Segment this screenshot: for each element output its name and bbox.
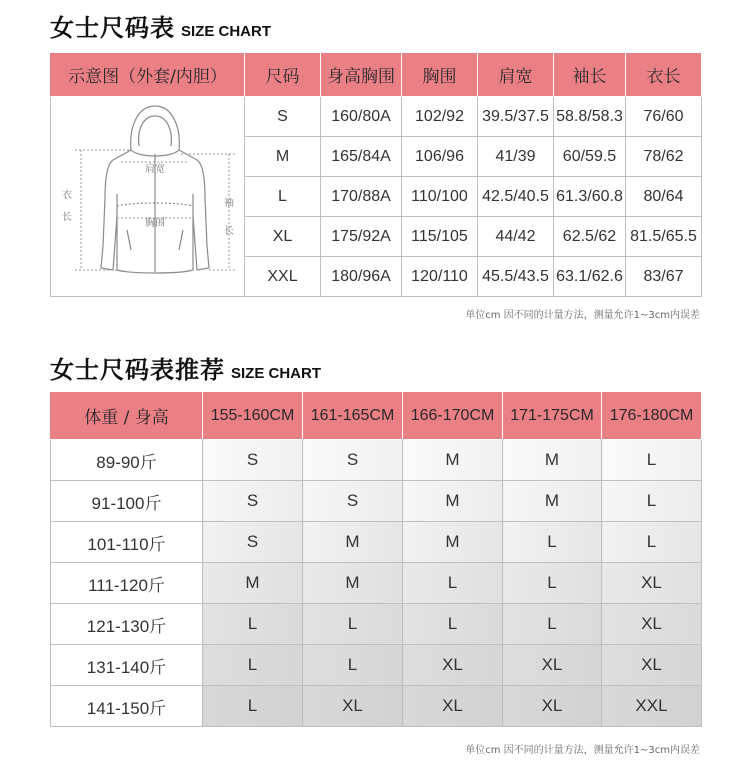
cell-recommended-size: XL	[602, 604, 702, 645]
header-shoulder: 肩宽	[478, 53, 554, 97]
cell-height-chest: 170/88A	[321, 177, 402, 217]
size-chart-table	[50, 52, 702, 297]
table-row	[51, 686, 702, 727]
cell-recommended-size: L	[602, 481, 702, 522]
cell-recommended-size: L	[303, 645, 403, 686]
jacket-diagram-cell	[51, 97, 245, 297]
cell-recommended-size: M	[503, 481, 602, 522]
cell-weight: 131-140斤	[51, 645, 203, 686]
cell-sleeve: 61.3/60.8	[554, 177, 626, 217]
cell-recommended-size: XL	[503, 645, 602, 686]
cell-shoulder: 42.5/40.5	[478, 177, 554, 217]
cell-sleeve: 63.1/62.6	[554, 257, 626, 297]
cell-recommended-size: XL	[503, 686, 602, 727]
cell-sleeve: 62.5/62	[554, 217, 626, 257]
recommend-chart-table	[50, 391, 702, 727]
cell-chest: 110/100	[402, 177, 478, 217]
recommend-header-row	[51, 392, 702, 440]
cell-recommended-size: L	[503, 563, 602, 604]
cell-chest: 102/92	[402, 97, 478, 137]
cell-size: XXL	[245, 257, 321, 297]
cell-recommended-size: M	[403, 481, 503, 522]
header-chest: 胸围	[402, 53, 478, 97]
jacket-diagram	[51, 98, 243, 296]
cell-recommended-size: M	[503, 440, 602, 481]
cell-recommended-size: XL	[602, 563, 702, 604]
cell-recommended-size: M	[403, 440, 503, 481]
diagram-label-chest: 胸围	[145, 217, 165, 229]
diagram-label-length-2: 长	[62, 211, 72, 223]
recommend-chart-title-en: SIZE CHART	[231, 365, 321, 382]
cell-recommended-size: M	[303, 563, 403, 604]
cell-shoulder: 45.5/43.5	[478, 257, 554, 297]
cell-weight: 121-130斤	[51, 604, 203, 645]
size-chart-title-cn: 女士尺码表	[50, 14, 175, 42]
table-row	[51, 604, 702, 645]
cell-length: 80/64	[626, 177, 702, 217]
cell-sleeve: 58.8/58.3	[554, 97, 626, 137]
cell-shoulder: 39.5/37.5	[478, 97, 554, 137]
cell-recommended-size: XL	[602, 645, 702, 686]
cell-recommended-size: L	[403, 604, 503, 645]
cell-recommended-size: S	[203, 481, 303, 522]
cell-recommended-size: L	[203, 604, 303, 645]
cell-recommended-size: L	[602, 440, 702, 481]
cell-recommended-size: S	[203, 522, 303, 563]
cell-size: S	[245, 97, 321, 137]
cell-recommended-size: XL	[303, 686, 403, 727]
table-row	[51, 563, 702, 604]
cell-size: L	[245, 177, 321, 217]
header-size: 尺码	[245, 53, 321, 97]
cell-recommended-size: L	[303, 604, 403, 645]
cell-weight: 141-150斤	[51, 686, 203, 727]
cell-recommended-size: XXL	[602, 686, 702, 727]
cell-recommended-size: L	[503, 522, 602, 563]
header-weight-height: 体重 / 身高	[51, 392, 203, 440]
diagram-label-length-1: 衣	[62, 189, 72, 201]
cell-recommended-size: L	[203, 645, 303, 686]
diagram-label-shoulder: 肩宽	[145, 163, 165, 175]
diagram-label-sleeve-2: 长	[224, 225, 234, 237]
cell-weight: 101-110斤	[51, 522, 203, 563]
header-height-range: 171-175CM	[503, 392, 602, 440]
recommend-chart-note: 单位cm 因不同的计量方法，测量允许1~3cm内误差	[465, 745, 700, 756]
cell-recommended-size: S	[203, 440, 303, 481]
header-height-chest: 身高胸围	[321, 53, 402, 97]
cell-length: 76/60	[626, 97, 702, 137]
size-chart-title	[50, 8, 271, 43]
cell-height-chest: 160/80A	[321, 97, 402, 137]
header-height-range: 155-160CM	[203, 392, 303, 440]
cell-recommended-size: M	[403, 522, 503, 563]
header-sleeve: 袖长	[554, 53, 626, 97]
header-height-range: 176-180CM	[602, 392, 702, 440]
cell-length: 83/67	[626, 257, 702, 297]
cell-size: XL	[245, 217, 321, 257]
header-height-range: 166-170CM	[403, 392, 503, 440]
cell-recommended-size: L	[203, 686, 303, 727]
cell-recommended-size: S	[303, 481, 403, 522]
cell-length: 81.5/65.5	[626, 217, 702, 257]
cell-height-chest: 180/96A	[321, 257, 402, 297]
recommend-chart-title	[50, 350, 321, 385]
header-height-range: 161-165CM	[303, 392, 403, 440]
cell-weight: 111-120斤	[51, 563, 203, 604]
cell-shoulder: 41/39	[478, 137, 554, 177]
cell-weight: 89-90斤	[51, 440, 203, 481]
cell-chest: 106/96	[402, 137, 478, 177]
cell-height-chest: 165/84A	[321, 137, 402, 177]
cell-recommended-size: XL	[403, 686, 503, 727]
recommend-chart-title-cn: 女士尺码表推荐	[50, 356, 225, 384]
cell-sleeve: 60/59.5	[554, 137, 626, 177]
cell-recommended-size: M	[303, 522, 403, 563]
cell-chest: 115/105	[402, 217, 478, 257]
cell-shoulder: 44/42	[478, 217, 554, 257]
size-chart-header-row	[51, 53, 702, 97]
table-row	[51, 522, 702, 563]
cell-length: 78/62	[626, 137, 702, 177]
cell-weight: 91-100斤	[51, 481, 203, 522]
cell-height-chest: 175/92A	[321, 217, 402, 257]
size-chart-note: 单位cm 因不同的计量方法，测量允许1~3cm内误差	[465, 310, 700, 321]
header-length: 衣长	[626, 53, 702, 97]
cell-recommended-size: M	[203, 563, 303, 604]
header-diagram: 示意图（外套/内胆）	[51, 53, 245, 97]
cell-recommended-size: L	[503, 604, 602, 645]
cell-recommended-size: L	[403, 563, 503, 604]
cell-size: M	[245, 137, 321, 177]
cell-chest: 120/110	[402, 257, 478, 297]
table-row	[51, 481, 702, 522]
cell-recommended-size: L	[602, 522, 702, 563]
table-row	[51, 97, 702, 137]
cell-recommended-size: S	[303, 440, 403, 481]
table-row	[51, 440, 702, 481]
size-chart-title-en: SIZE CHART	[181, 23, 271, 40]
cell-recommended-size: XL	[403, 645, 503, 686]
diagram-label-sleeve-1: 袖	[224, 197, 234, 209]
table-row	[51, 645, 702, 686]
